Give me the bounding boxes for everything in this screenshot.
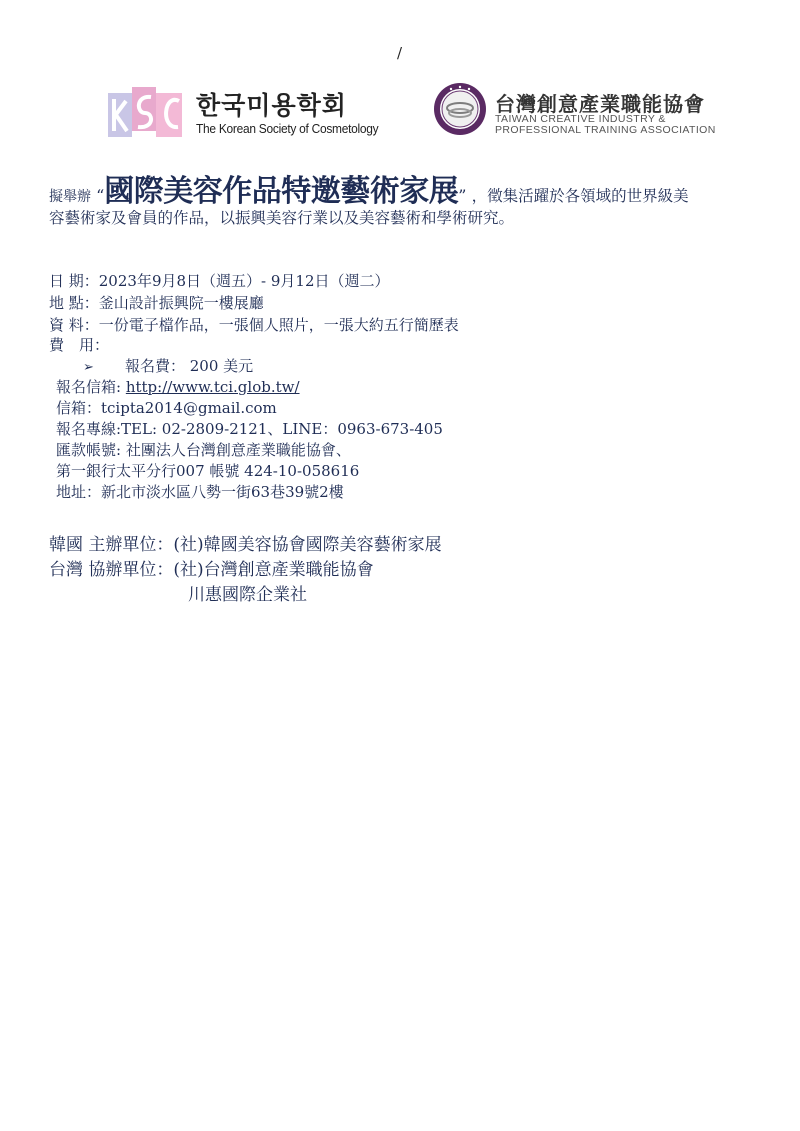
signup-line <box>56 376 300 397</box>
tcipta-chinese-name: 台灣創意產業職能協會 <box>495 92 705 116</box>
host-organizer: 韓國 主辦單位：(社)韓國美容協會國際美容藝術家展 <box>49 535 442 555</box>
contact-hotline: 報名專線:TEL: 02-2809-2121、LINE：0963-673-405 <box>56 420 443 438</box>
open-quote: “ <box>96 186 105 205</box>
page-mark: / <box>397 44 403 62</box>
tcipta-emblem-icon <box>433 82 487 136</box>
submission-materials: 資 料：一份電子檔作品，一張個人照片，一張大約五行簡歷表 <box>49 316 459 334</box>
tcipta-english-line1: TAIWAN CREATIVE INDUSTRY & <box>495 113 666 125</box>
bank-account: 第一銀行太平分行007 帳號 424-10-058616 <box>56 462 360 480</box>
intro-line1-tail: ，徵集活躍於各領域的世界級美 <box>471 187 689 205</box>
signup-link[interactable]: http://www.tci.glob.tw/ <box>125 378 300 396</box>
tcipta-english-line2: PROFESSIONAL TRAINING ASSOCIATION <box>495 124 716 136</box>
ksc-english-name: The Korean Society of Cosmetology <box>196 121 379 136</box>
event-date: 日 期：2023年9月8日（週五）- 9月12日（週二） <box>49 272 390 290</box>
postal-address: 地址：新北市淡水區八勢一街63巷39號2樓 <box>56 483 344 501</box>
fee-heading: 費 用： <box>49 336 110 354</box>
intro-line-1 <box>49 166 769 210</box>
intro-prefix: 擬舉辦 <box>49 189 91 205</box>
ksc-logo-mark <box>108 87 184 137</box>
co-organizer-2: 川惠國際企業社 <box>188 585 307 605</box>
signup-label: 報名信箱: <box>56 378 126 396</box>
contact-email: 信箱：tcipta2014@gmail.com <box>56 399 277 417</box>
intro-line-2: 容藝術家及會員的作品，以振興美容行業以及美容藝術和學術研究。 <box>49 209 515 227</box>
arrow-bullet-icon: ➢ <box>83 360 94 375</box>
remittance-account: 匯款帳號: 社團法人台灣創意產業職能協會、 <box>56 441 351 459</box>
fee-amount: 報名費： 200 美元 <box>125 357 254 375</box>
co-organizer: 台灣 協辦單位：(社)台灣創意產業職能協會 <box>49 560 374 580</box>
ksc-korean-name: 한국미용학회 <box>196 91 347 120</box>
event-location: 地 點：釜山設計振興院一樓展廳 <box>49 294 264 312</box>
fee-item <box>83 355 253 376</box>
exhibition-title: 國際美容作品特邀藝術家展 <box>104 174 459 209</box>
close-quote: ” <box>458 186 467 205</box>
